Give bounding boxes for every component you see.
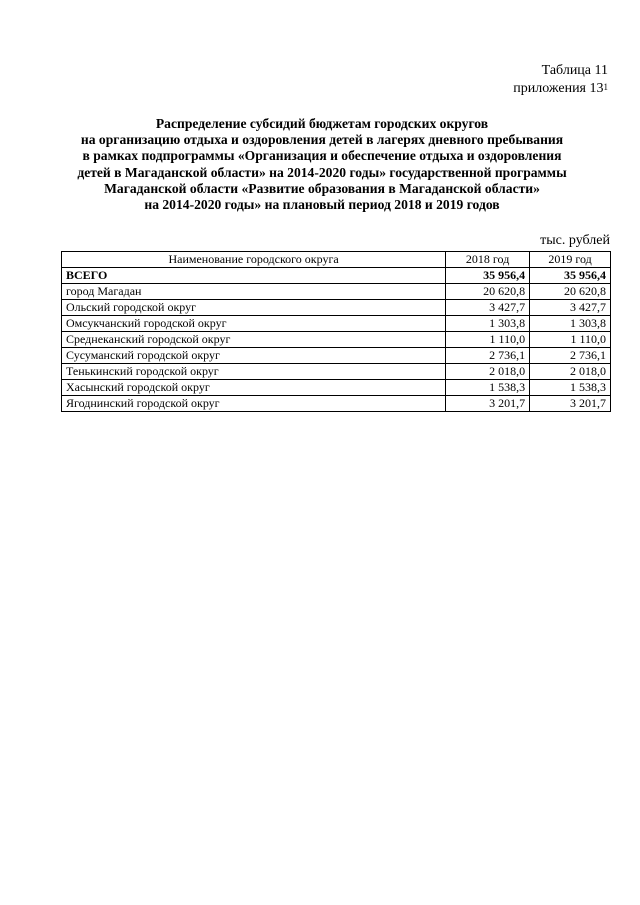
- table-row-total: [62, 268, 611, 284]
- column-header-district: Наименование городского округа: [62, 252, 446, 268]
- table-row: [62, 316, 611, 332]
- table-row: [62, 396, 611, 412]
- table-row: [62, 284, 611, 300]
- units-label: тыс. рублей: [540, 233, 610, 248]
- value-2019: 1 303,8: [530, 316, 611, 332]
- subsidies-table: [61, 251, 611, 412]
- district-name: Среднеканский городской округ: [62, 332, 446, 348]
- value-2018: 3 201,7: [446, 396, 530, 412]
- value-2019: 20 620,8: [530, 284, 611, 300]
- value-2019: 35 956,4: [530, 268, 611, 284]
- value-2018: 35 956,4: [446, 268, 530, 284]
- value-2018: 1 110,0: [446, 332, 530, 348]
- appendix-superscript: 1: [603, 82, 608, 92]
- title-line: на 2014-2020 годы» на плановый период 2018 и 2019 годов: [144, 197, 500, 213]
- value-2019: 3 427,7: [530, 300, 611, 316]
- value-2018: 2 736,1: [446, 348, 530, 364]
- title-line: в рамках подпрограммы «Организация и обеспечение отдыха и оздоровления: [82, 148, 562, 164]
- title-line: детей в Магаданской области» на 2014-2020 годы» государственной программы: [77, 164, 567, 180]
- value-2019: 1 110,0: [530, 332, 611, 348]
- value-2018: 1 538,3: [446, 380, 530, 396]
- value-2018: 20 620,8: [446, 284, 530, 300]
- value-2018: 2 018,0: [446, 364, 530, 380]
- table-row: [62, 364, 611, 380]
- district-name: Омсукчанский городской округ: [62, 316, 446, 332]
- table-label: Таблица 11: [541, 63, 608, 78]
- value-2019: 2 736,1: [530, 348, 611, 364]
- value-2019: 2 018,0: [530, 364, 611, 380]
- title-line: Распределение субсидий бюджетам городских округов: [155, 116, 489, 131]
- column-header-2019: 2019 год: [530, 252, 611, 268]
- table-row: [62, 332, 611, 348]
- column-header-2018: 2018 год: [446, 252, 530, 268]
- table-row: [62, 300, 611, 316]
- value-2018: 3 427,7: [446, 300, 530, 316]
- district-name: Ягоднинский городской округ: [62, 396, 446, 412]
- district-name: город Магадан: [62, 284, 446, 300]
- district-name: Ольский городской округ: [62, 300, 446, 316]
- table-row: [62, 348, 611, 364]
- table-row: [62, 380, 611, 396]
- value-2019: 3 201,7: [530, 396, 611, 412]
- value-2019: 1 538,3: [530, 380, 611, 396]
- appendix-label: [513, 80, 608, 98]
- title-line: Магаданской области «Развитие образования в Магаданской области»: [104, 180, 540, 196]
- document-title: [40, 116, 604, 213]
- district-name: ВСЕГО: [62, 268, 446, 284]
- value-2018: 1 303,8: [446, 316, 530, 332]
- district-name: Хасынский городской округ: [62, 380, 446, 396]
- appendix-text: приложения 13: [513, 81, 604, 96]
- district-name: Сусуманский городской округ: [62, 348, 446, 364]
- table-reference: [513, 62, 608, 98]
- table-header-row: [62, 252, 611, 268]
- district-name: Тенькинский городской округ: [62, 364, 446, 380]
- title-line: на организацию отдыха и оздоровления детей в лагерях дневного пребывания: [80, 132, 564, 148]
